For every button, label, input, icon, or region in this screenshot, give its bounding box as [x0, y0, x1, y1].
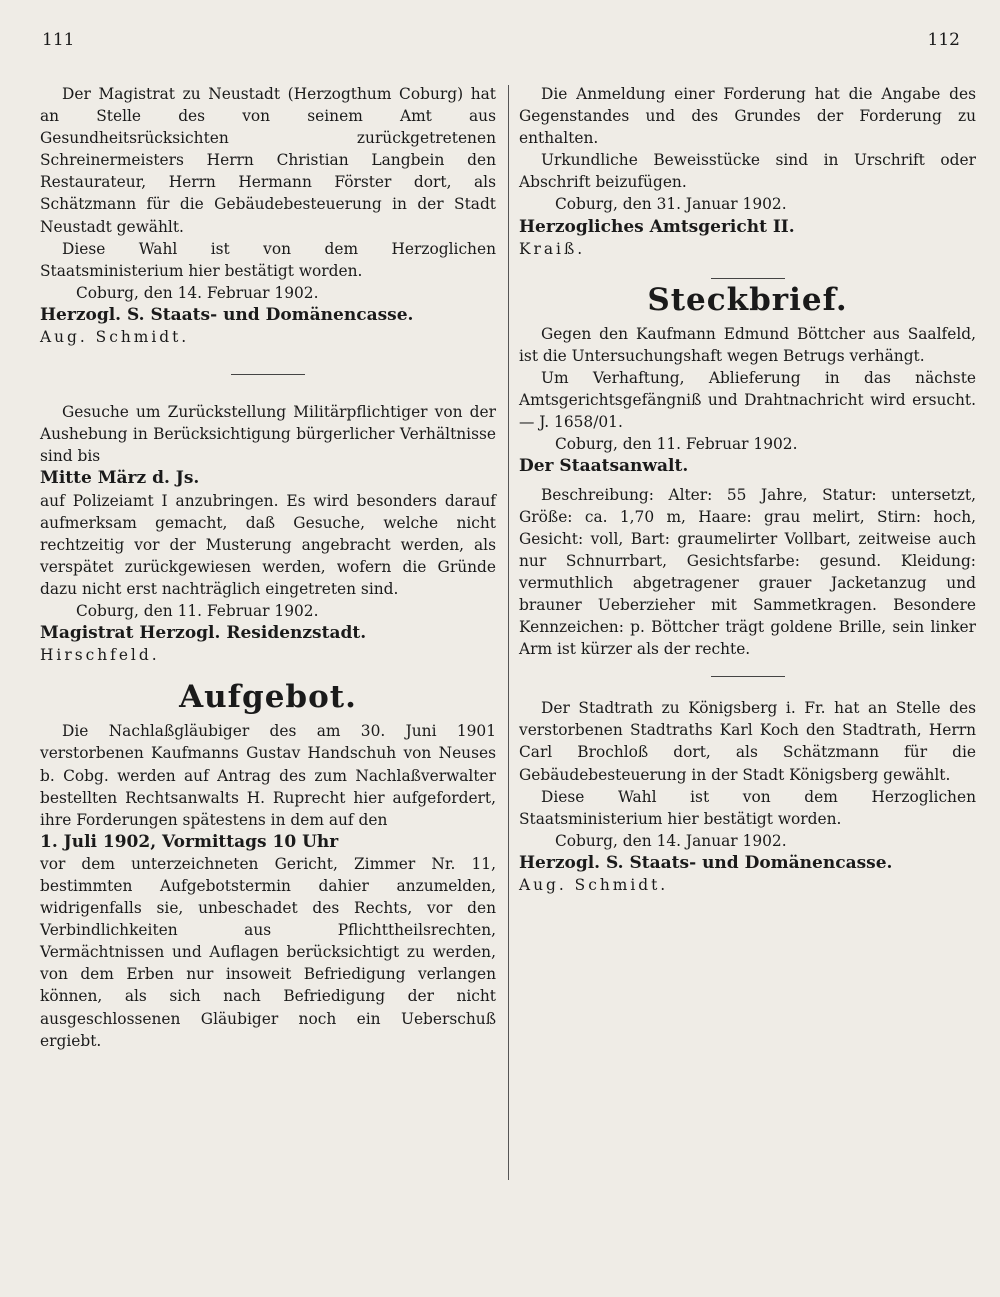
- notice-paragraph: Gesuche um Zurückstellung Militärpflichtiger von der Aushebung in Berücksichtigung bürgerlicher Verhältnisse sind bis: [40, 403, 496, 466]
- notice-date: Coburg, den 14. Februar 1902.: [76, 283, 319, 302]
- notice-paragraph: Gegen den Kaufmann Edmund Böttcher aus Saalfeld, ist die Untersuchungshaft wegen Betrugs verhängt.: [519, 324, 976, 365]
- left-column: [40, 83, 496, 1052]
- notice-paragraph: Der Stadtrath zu Königsberg i. Fr. hat an Stelle des verstorbenen Stadtraths Karl Koch den Stadtrath, Herrn Carl Brochloß dort, als Schätzmann für die Gebäudebesteuerung in der Stadt Königsberg gewählt.: [519, 699, 976, 784]
- notice-date: Coburg, den 14. Januar 1902.: [555, 831, 787, 850]
- signatory-name: Hirschfeld.: [40, 646, 160, 665]
- notice-paragraph: Diese Wahl ist von dem Herzoglichen Staatsministerium hier bestätigt worden.: [519, 787, 976, 828]
- notice-paragraph: Urkundliche Beweisstücke sind in Urschrift oder Abschrift beizufügen.: [519, 151, 976, 192]
- notice-steckbrief: [519, 281, 976, 661]
- notice-date: Coburg, den 11. Februar 1902.: [76, 601, 319, 620]
- notice-gesuche: [40, 401, 496, 666]
- signatory-name: Aug. Schmidt.: [40, 328, 190, 347]
- deadline-line: 1. Juli 1902, Vormittags 10 Uhr: [40, 831, 339, 852]
- notice-aufgebot-continued: [519, 83, 976, 260]
- notice-signature: Der Staatsanwalt.: [519, 456, 689, 477]
- right-column: [519, 83, 976, 896]
- section-heading: Steckbrief.: [647, 281, 848, 318]
- notice-paragraph: Die Nachlaßgläubiger des am 30. Juni 1901 verstorbenen Kaufmanns Gustav Handschuh von Neuses b. Cobg. werden auf Antrag des zum Nachlaßverwalter bestellten Rechtsanwalts H. Ruprecht hier aufgefordert, ihre Forderungen spätestens in dem auf den: [40, 722, 496, 829]
- notice-paragraph: Der Magistrat zu Neustadt (Herzogthum Coburg) hat an Stelle des von seinem Amt aus Gesundheitsrücksichten zurückgetretenen Schreinermeisters Herrn Christian Langbein den Restaurateur, Herrn Hermann Förster dort, als Schätzmann für die Gebäudebesteuerung in der Stadt Neustadt gewählt.: [40, 85, 496, 236]
- page-number-right: 112: [927, 30, 960, 50]
- notice-koenigsberg: [519, 697, 976, 896]
- notice-paragraph: Die Anmeldung einer Forderung hat die Angabe des Gegenstandes und des Grundes der Forderung zu enthalten.: [519, 85, 976, 148]
- notice-paragraph: auf Polizeiamt I anzubringen. Es wird besonders darauf aufmerksam gemacht, daß Gesuche, welche nicht rechtzeitig vor der Musterung angebracht werden, als verspätet zurückgewiesen werden, wofern die Gründe dazu nicht erst nachträglich eingetreten sind.: [40, 491, 496, 598]
- signatory-name: Kraiß.: [519, 239, 586, 258]
- deadline-line: Mitte März d. Js.: [40, 468, 200, 489]
- column-divider: [508, 85, 509, 1180]
- notice-signature: Herzogl. S. Staats- und Domänencasse.: [519, 852, 893, 873]
- section-heading: Aufgebot.: [179, 679, 357, 716]
- notice-neustadt: [40, 83, 496, 348]
- signatory-name: Aug. Schmidt.: [519, 876, 669, 894]
- section-divider: [231, 374, 305, 375]
- section-divider: [711, 676, 785, 677]
- page-number-left: 111: [42, 30, 75, 50]
- notice-date: Coburg, den 11. Februar 1902.: [555, 435, 798, 454]
- notice-date: Coburg, den 31. Januar 1902.: [555, 195, 787, 214]
- notice-paragraph: vor dem unterzeichneten Gericht, Zimmer Nr. 11, bestimmten Aufgebotstermin dahier anzumelden, widrigenfalls sie, unbeschadet des Rechts, vor den Verbindlichkeiten aus Pflichttheilsrechten, Vermächtnissen und Auflagen berücksichtigt zu werden, von dem Erben nur insoweit Befriedigung verlangen können, als sich nach Befriedigung der nicht ausgeschlossenen Gläubiger noch ein Ueberschuß ergiebt.: [40, 854, 496, 1050]
- section-divider: [711, 278, 785, 279]
- notice-paragraph: Diese Wahl ist von dem Herzoglichen Staatsministerium hier bestätigt worden.: [40, 239, 496, 280]
- notice-signature: Magistrat Herzogl. Residenzstadt.: [40, 623, 367, 644]
- description-paragraph: Beschreibung: Alter: 55 Jahre, Statur: untersetzt, Größe: ca. 1,70 m, Haare: grau melirt, Stirn: hoch, Gesicht: voll, Bart: graumelirter Vollbart, zeitweise auch nur Schnurrbart, Gesichtsfarbe: gesund. Kleidung: vermuthlich abgetragener grauer Jacketanzug und brauner Ueberzieher mit Sammetkragen. Besondere Kennzeichen: p. Böttcher trägt goldene Brille, sein linker Arm ist kürzer als der rechte.: [519, 485, 976, 659]
- notice-signature: Herzogl. S. Staats- und Domänencasse.: [40, 304, 414, 325]
- notice-aufgebot: [40, 679, 496, 1052]
- notice-paragraph: Um Verhaftung, Ablieferung in das nächste Amtsgerichtsgefängniß und Drahtnachricht wird ersucht. — J. 1658/01.: [519, 369, 976, 432]
- notice-signature: Herzogliches Amtsgericht II.: [519, 216, 795, 237]
